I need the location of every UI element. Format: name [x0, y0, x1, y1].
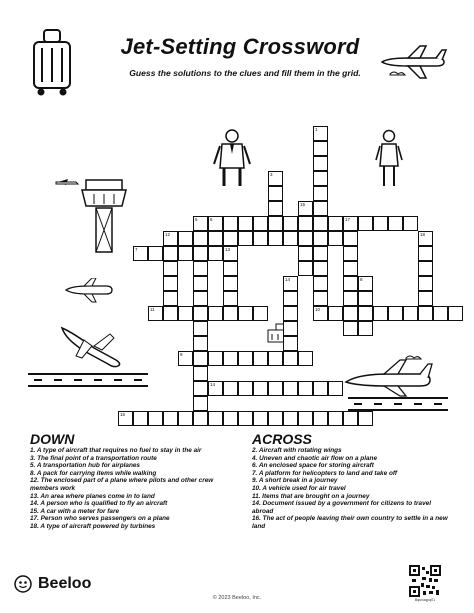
crossword-cell[interactable] — [148, 246, 163, 261]
crossword-cell[interactable] — [133, 411, 148, 426]
crossword-cell[interactable] — [343, 321, 358, 336]
down-clue: 3. The final point of a transportation route — [30, 454, 157, 462]
crossword-cell[interactable] — [163, 306, 178, 321]
across-clue: 2. Aircraft with rotating wings — [252, 447, 342, 454]
crossword-cell[interactable] — [283, 351, 298, 366]
across-clue: 11. Items that are brought on a journey — [252, 492, 370, 500]
crossword-cell[interactable] — [223, 306, 238, 321]
crossword-cell[interactable] — [163, 231, 178, 246]
crossword-cell[interactable] — [283, 411, 298, 426]
crossword-cell[interactable] — [313, 201, 328, 216]
crossword-cell[interactable] — [268, 201, 283, 216]
brand-logo — [14, 575, 91, 593]
crossword-cell[interactable] — [343, 231, 358, 246]
crossword-cell[interactable] — [283, 291, 298, 306]
crossword-cell[interactable] — [208, 216, 223, 231]
cell-number: 17 — [345, 217, 351, 222]
crossword-cell[interactable] — [343, 246, 358, 261]
crossword-cell[interactable] — [223, 381, 238, 396]
crossword-cell[interactable] — [238, 351, 253, 366]
crossword-cell[interactable] — [283, 381, 298, 396]
cell-number: 18 — [420, 232, 426, 237]
cell-number: 10 — [315, 307, 321, 312]
crossword-cell[interactable] — [448, 306, 463, 321]
crossword-cell[interactable] — [283, 306, 298, 321]
crossword-cell[interactable] — [238, 306, 253, 321]
brand-name: Beeloo — [38, 575, 92, 592]
crossword-cell[interactable] — [343, 276, 358, 291]
crossword-cell[interactable] — [208, 246, 223, 261]
across-clue: 10. A vehicle used for air travel — [252, 484, 346, 492]
crossword-cell[interactable] — [223, 351, 238, 366]
crossword-cell[interactable] — [388, 216, 403, 231]
crossword-cell[interactable] — [343, 216, 358, 231]
crossword-cell[interactable] — [418, 291, 433, 306]
beeloo-logo-icon — [14, 575, 32, 593]
crossword-cell[interactable] — [193, 411, 208, 426]
down-clue: 18. A type of aircraft powered by turbines — [30, 522, 156, 530]
down-clue: 1. A type of aircraft that requires no fuel to stay in the air — [30, 447, 202, 454]
crossword-cell[interactable] — [193, 231, 208, 246]
crossword-cell[interactable] — [328, 216, 343, 231]
crossword-cell[interactable] — [178, 246, 193, 261]
down-clue: 5. A transportation hub for airplanes — [30, 462, 140, 470]
cell-number: 7 — [135, 247, 138, 252]
crossword-cell[interactable] — [313, 216, 328, 231]
crossword-cell[interactable] — [313, 156, 328, 171]
crossword-cell[interactable] — [343, 306, 358, 321]
crossword-cell[interactable] — [373, 216, 388, 231]
crossword-cell[interactable] — [328, 231, 343, 246]
qr-code-icon — [409, 565, 441, 597]
crossword-cell[interactable] — [223, 411, 238, 426]
crossword-cell[interactable] — [253, 351, 268, 366]
crossword-cell[interactable] — [118, 411, 133, 426]
copyright-text: © 2023 Beeloo, Inc. — [212, 595, 262, 601]
crossword-cell[interactable] — [358, 306, 373, 321]
crossword-cell[interactable] — [298, 216, 313, 231]
crossword-cell[interactable] — [148, 411, 163, 426]
cell-number: 14 — [210, 382, 216, 387]
crossword-cell[interactable] — [298, 261, 313, 276]
down-clue: 13. An area where planes come in to land — [30, 492, 155, 500]
crossword-cell[interactable] — [403, 306, 418, 321]
crossword-cell[interactable] — [268, 171, 283, 186]
cell-number: 9 — [180, 352, 183, 357]
crossword-cell[interactable] — [358, 321, 373, 336]
crossword-cell[interactable] — [193, 216, 208, 231]
crossword-cell[interactable] — [208, 306, 223, 321]
cell-number: 6 — [210, 217, 213, 222]
crossword-cell[interactable] — [268, 186, 283, 201]
crossword-cell[interactable] — [328, 306, 343, 321]
crossword-cell[interactable] — [283, 321, 298, 336]
page-title: Jet-Setting Crossword — [120, 34, 360, 59]
crossword-cell[interactable] — [253, 231, 268, 246]
across-clue: 7. A platform for helicopters to land and take off — [252, 469, 397, 477]
crossword-cell[interactable] — [313, 411, 328, 426]
crossword-cell[interactable] — [193, 276, 208, 291]
qr-code-label: Bquxaqpq01 — [414, 598, 436, 602]
crossword-cell[interactable] — [313, 126, 328, 141]
across-clue-list — [252, 447, 452, 531]
crossword-cell[interactable] — [163, 291, 178, 306]
crossword-cell[interactable] — [313, 141, 328, 156]
crossword-cell[interactable] — [268, 351, 283, 366]
crossword-cell[interactable] — [193, 336, 208, 351]
across-clue: 6. An enclosed space for storing aircraft — [252, 462, 374, 470]
across-clue: 16. The act of people leaving their own country to settle in a new land — [252, 515, 448, 530]
crossword-cell[interactable] — [163, 246, 178, 261]
cell-number: 5 — [195, 217, 198, 222]
crossword-cell[interactable] — [223, 276, 238, 291]
crossword-cell[interactable] — [193, 306, 208, 321]
crossword-cell[interactable] — [418, 261, 433, 276]
crossword-cell[interactable] — [268, 411, 283, 426]
crossword-cell[interactable] — [163, 261, 178, 276]
crossword-cell[interactable] — [193, 366, 208, 381]
crossword-cell[interactable] — [163, 276, 178, 291]
crossword-cell[interactable] — [283, 216, 298, 231]
crossword-cell[interactable] — [343, 261, 358, 276]
crossword-cell[interactable] — [313, 306, 328, 321]
down-clue: 17. Person who serves passengers on a plane — [30, 515, 170, 523]
crossword-cell[interactable] — [193, 321, 208, 336]
crossword-cell[interactable] — [298, 201, 313, 216]
crossword-cell[interactable] — [223, 291, 238, 306]
cell-number: 8 — [360, 277, 363, 282]
cell-number: 1 — [315, 127, 318, 132]
crossword-cell[interactable] — [163, 411, 178, 426]
crossword-cell[interactable] — [343, 411, 358, 426]
crossword-cell[interactable] — [328, 381, 343, 396]
crossword-cell[interactable] — [193, 291, 208, 306]
crossword-cell[interactable] — [298, 246, 313, 261]
crossword-cell[interactable] — [253, 216, 268, 231]
crossword-cell[interactable] — [418, 276, 433, 291]
crossword-cell[interactable] — [358, 411, 373, 426]
down-clue: 14. A person who is qualified to fly an aircraft — [30, 500, 168, 508]
down-clue: 8. A pack for carrying items while walking — [30, 469, 157, 477]
crossword-cell[interactable] — [223, 231, 238, 246]
down-clue-list — [30, 447, 230, 531]
cell-number: 13 — [225, 247, 231, 252]
crossword-cell[interactable] — [433, 306, 448, 321]
crossword-cell[interactable] — [253, 381, 268, 396]
page-subtitle: Guess the solutions to the clues and fill them in the grid. — [129, 68, 361, 78]
crossword-cell[interactable] — [253, 306, 268, 321]
crossword-cell[interactable] — [208, 411, 223, 426]
down-clue: 15. A car with a meter for fare — [30, 507, 120, 515]
crossword-cell[interactable] — [283, 276, 298, 291]
crossword-cell[interactable] — [238, 381, 253, 396]
crossword-cell[interactable] — [313, 276, 328, 291]
crossword-cell[interactable] — [238, 411, 253, 426]
crossword-cell[interactable] — [418, 306, 433, 321]
crossword-cell[interactable] — [358, 216, 373, 231]
crossword-cell[interactable] — [223, 216, 238, 231]
crossword-cell[interactable] — [193, 246, 208, 261]
crossword-cell[interactable] — [313, 246, 328, 261]
crossword-cell[interactable] — [268, 381, 283, 396]
crossword-cell[interactable] — [298, 411, 313, 426]
crossword-cell[interactable] — [283, 231, 298, 246]
crossword-cell[interactable] — [373, 306, 388, 321]
crossword-cell[interactable] — [313, 381, 328, 396]
cell-number: 11 — [150, 307, 155, 312]
crossword-cell[interactable] — [178, 351, 193, 366]
crossword-cell[interactable] — [298, 351, 313, 366]
cell-number: 16 — [120, 412, 126, 417]
crossword-cell[interactable] — [418, 231, 433, 246]
crossword-cell[interactable] — [268, 216, 283, 231]
across-clue: 4. Uneven and chaotic air flow on a plane — [252, 454, 378, 462]
crossword-cell[interactable] — [358, 291, 373, 306]
crossword-cell[interactable] — [223, 261, 238, 276]
crossword-cell[interactable] — [208, 231, 223, 246]
across-heading: ACROSS — [252, 431, 312, 447]
crossword-cell[interactable] — [328, 411, 343, 426]
crossword-cell[interactable] — [208, 381, 223, 396]
crossword-cell[interactable] — [178, 231, 193, 246]
crossword-cell[interactable] — [403, 216, 418, 231]
crossword-cell[interactable] — [193, 396, 208, 411]
crossword-cell[interactable] — [388, 306, 403, 321]
cell-number: 14 — [285, 277, 291, 282]
crossword-cell[interactable] — [313, 291, 328, 306]
crossword-cell[interactable] — [193, 351, 208, 366]
crossword-cell[interactable] — [193, 261, 208, 276]
cell-number: 3 — [270, 172, 273, 177]
crossword-cell[interactable] — [133, 246, 148, 261]
crossword-cell[interactable] — [358, 276, 373, 291]
crossword-cell[interactable] — [148, 306, 163, 321]
cell-number: 15 — [300, 202, 306, 207]
crossword-cell[interactable] — [418, 246, 433, 261]
crossword-cell[interactable] — [253, 411, 268, 426]
crossword-cell[interactable] — [313, 186, 328, 201]
cell-number: 12 — [165, 232, 171, 237]
crossword-cell[interactable] — [238, 231, 253, 246]
crossword-cell[interactable] — [208, 351, 223, 366]
down-heading: DOWN — [30, 431, 75, 447]
crossword-cell[interactable] — [313, 231, 328, 246]
crossword-cell[interactable] — [313, 171, 328, 186]
crossword-cell[interactable] — [313, 261, 328, 276]
crossword-cell[interactable] — [223, 246, 238, 261]
crossword-cell[interactable] — [268, 231, 283, 246]
crossword-cell[interactable] — [298, 381, 313, 396]
crossword-cell[interactable] — [178, 306, 193, 321]
across-clue: 9. A short break in a journey — [252, 477, 338, 485]
across-clue: 14. Document issued by a government for citizens to travel abroad — [252, 500, 431, 515]
crossword-cell[interactable] — [298, 231, 313, 246]
crossword-cell[interactable] — [193, 381, 208, 396]
crossword-cell[interactable] — [343, 291, 358, 306]
crossword-cell[interactable] — [178, 411, 193, 426]
crossword-cell[interactable] — [238, 216, 253, 231]
down-clue: 12. The enclosed part of a plane where pilots and other crew members work — [30, 477, 214, 492]
crossword-cell[interactable] — [283, 336, 298, 351]
